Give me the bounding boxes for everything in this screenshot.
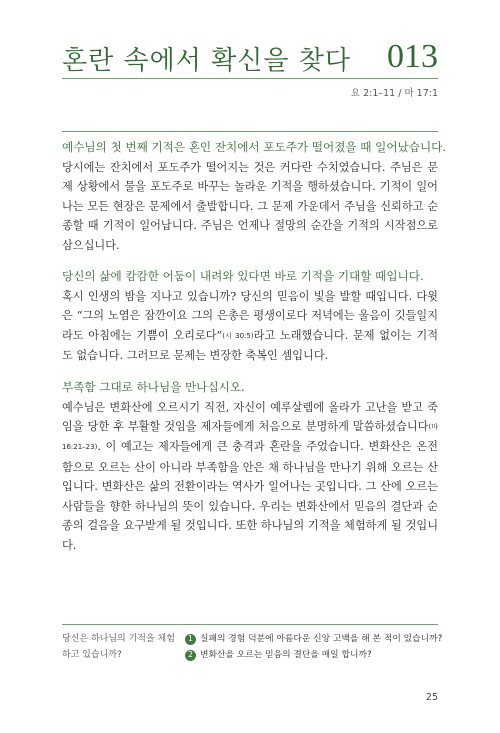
reflection-divider <box>62 624 438 625</box>
paragraph-text: 혹시 인생의 밤을 지나고 있습니까? 당신의 믿음이 빛을 발할 때입니다. 다윗은 “그의 노염은 잠깐이요 그의 은총은 평생이로다 저녁에는 울음이 깃들일지라도 아침에는 기쁨이 오리로다” <box>62 290 438 342</box>
section-paragraph: 당시에는 잔치에서 포도주가 떨어지는 것은 커다란 수치였습니다. 주님은 문제 상황에서 물을 포도주로 바꾸는 놀라운 기적을 행하셨습니다. 기적이 일어나는 모든 현장은 문제에서 출발합니다. 그 문제 가운데서 주님을 신뢰하고 순종할 때 기적이 일어납니다. 주님은 언제나 절망의 순간을 기적의 시작점으로 삼으십니다. <box>62 161 438 252</box>
section-paragraph <box>62 287 438 366</box>
paragraph-text: 예수님은 변화산에 오르시기 직전, 자신이 예루살렘에 올라가 고난을 받고 죽임을 당한 후 부활할 것임을 제자들에게 처음으로 분명하게 말씀하셨습니다 <box>62 400 438 434</box>
header-divider <box>62 78 438 79</box>
chapter-number: 013 <box>387 38 438 75</box>
section-paragraph <box>62 398 438 555</box>
section-3 <box>62 378 438 555</box>
section-heading: 부족함 그대로 하나님을 만나십시오. <box>62 379 245 394</box>
body-divider <box>62 131 438 132</box>
section-2 <box>62 267 438 366</box>
scripture-citation: (시 30:5) <box>222 331 254 340</box>
scripture-reference: 요 2:1–11 / 마 17:1 <box>350 88 438 99</box>
question-item <box>185 647 442 663</box>
paragraph-text: . 이 예고는 제자들에게 큰 충격과 혼란을 주었습니다. 변화산은 온전함으로 오르는 산이 아니라 부족함을 안은 채 하나님을 만나기 위해 오르는 산입니다. 변화산은 삶의 전환이라는 역사가 일어나는 곳입니다. 그 산에 오르는 사람들을 향한 하나님의 뜻이 있습니다. 우리는 변화산에서 믿음의 결단과 순종의 걸음을 요구받게 될 것입니다. 또한 하나님의 기적을 체험하게 될 것입니다. <box>62 440 438 552</box>
section-heading: 당신의 삶에 캄캄한 어둠이 내려와 있다면 바로 기적을 기대할 때입니다. <box>62 269 424 284</box>
reflection-label: 당신은 하나님의 기적을 체험하고 있습니까? <box>62 634 175 660</box>
scripture-citation: (마 16:21–23) <box>62 423 438 452</box>
question-text: 변화산을 오르는 믿음의 결단을 매일 합니까? <box>200 650 372 660</box>
body-text <box>62 138 447 567</box>
section-1 <box>62 138 447 255</box>
question-text: 실패의 경험 덕분에 아름다운 신앙 고백을 해 본 적이 있습니까? <box>200 634 443 644</box>
section-heading: 예수님의 첫 번째 기적은 혼인 잔치에서 포도주가 떨어졌을 때 일어났습니다. <box>62 140 447 154</box>
page-folio: 25 <box>425 692 438 703</box>
paragraph-text: 라고 노래했습니다. 문제 없이는 기적도 없습니다. 그러므로 문제는 변장한 축복인 셈입니다. <box>62 328 439 363</box>
number-circle-icon: 1 <box>185 634 196 645</box>
page-title: 혼란 속에서 확신을 찾다 <box>62 46 351 76</box>
reflection-questions <box>185 631 442 663</box>
question-item <box>185 631 442 647</box>
number-circle-icon: 2 <box>185 650 196 661</box>
